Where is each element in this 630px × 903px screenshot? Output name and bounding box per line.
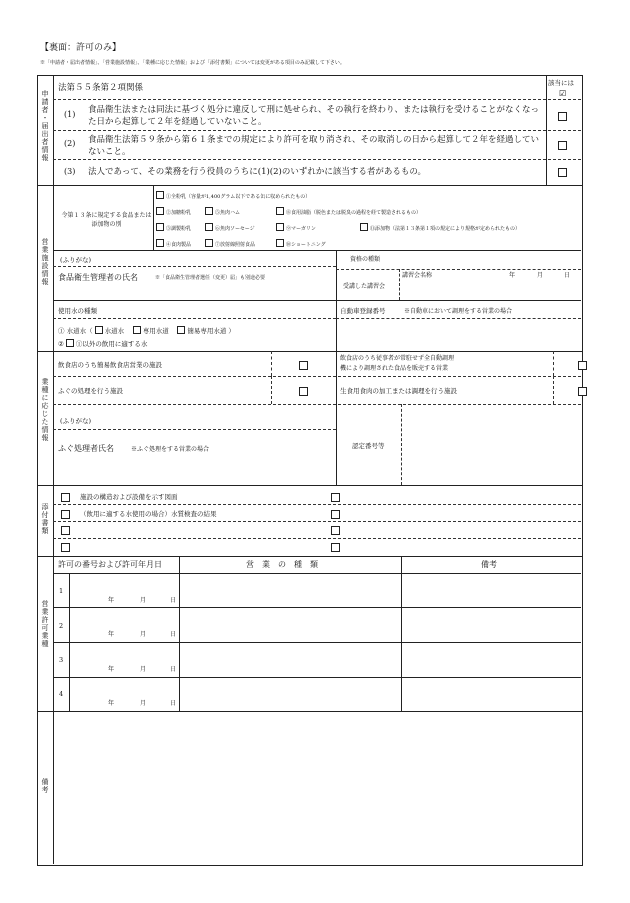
- item-3-text: 法人であって、その業務を行う役員のうちに(1)(2)のいずれかに該当する者があるもの。: [88, 167, 426, 177]
- additive-11[interactable]: ⑪添加物（法第１３条第１項の規定により規格が定められたもの）: [360, 223, 520, 232]
- raw-meat-label: 生食用食肉の加工または調理を行う施設: [340, 387, 457, 395]
- additive-8[interactable]: ⑧食用油脂（脱色または脱臭の過程を経て製造されるもの）: [276, 207, 421, 216]
- item-2-text: 食品衛生法第５９条から第６１条までの規定により許可を取り消され、その取消しの日から起算して２年を経過していないこと。: [88, 135, 540, 157]
- attachment-4-checkbox[interactable]: [61, 543, 70, 552]
- additive-4[interactable]: ④食肉製品: [156, 239, 191, 248]
- water-option-1[interactable]: ① 水道水（ 水道水 専用水道 簡易専用水道 ）: [58, 327, 235, 335]
- fugu-furigana: (ふりがな): [60, 417, 92, 425]
- fugu-facility-checkbox[interactable]: [299, 387, 308, 396]
- business-side-label: 業種に応じた情報: [41, 378, 49, 442]
- cert-number-label: 認定番号等: [352, 442, 385, 450]
- applicable-mark: ☑: [559, 89, 567, 98]
- additive-5[interactable]: ⑤魚肉ハム: [205, 207, 240, 216]
- manager-furigana: (ふりがな): [60, 256, 92, 264]
- fugu-handler-note: ※ふぐ処理をする営業の場合: [131, 446, 210, 453]
- qualification-label: 資格の種類: [350, 256, 381, 263]
- license-row-4-number: 4: [59, 690, 64, 698]
- additive-9[interactable]: ⑨マーガリン: [276, 223, 316, 232]
- license-row-2-year: 年: [108, 631, 115, 638]
- license-col3-header: 備考: [481, 560, 497, 569]
- attachments-side-label: 添付書類: [41, 503, 49, 535]
- manager-note: ※「食品衛生管理者選任（変更）届」も別途必要: [155, 275, 266, 281]
- item-3-checkbox[interactable]: [558, 168, 567, 177]
- auto-cooking-label-2: 機により調理された食品を販売する営業: [340, 365, 449, 372]
- additive-3[interactable]: ③調製粉乳: [156, 223, 191, 232]
- license-row-4-day: 日: [170, 700, 177, 707]
- license-row-1-day: 日: [170, 597, 177, 604]
- vehicle-label: 自動車登録番号: [340, 307, 386, 315]
- item-3-number: (3): [64, 167, 76, 176]
- course-date-year: 年: [509, 272, 516, 279]
- attachment-1-checkbox[interactable]: [61, 493, 70, 502]
- license-row-4-year: 年: [108, 700, 115, 707]
- course-received-label: 受講した講習会: [343, 283, 386, 290]
- additive-label: 令第１３条に規定する食品または添加物の別: [61, 212, 152, 228]
- license-side-label: 営業許可業種: [41, 600, 49, 648]
- additive-2[interactable]: ②加糖粉乳: [156, 207, 191, 216]
- attachment-1-label: 施設の構造および設備を示す図面: [80, 493, 178, 501]
- license-row-1-number: 1: [59, 587, 64, 595]
- license-row-3-year: 年: [108, 666, 115, 673]
- license-row-3-number: 3: [59, 656, 64, 664]
- attachment-4b-checkbox[interactable]: [331, 543, 340, 552]
- license-row-3-day: 日: [170, 666, 177, 673]
- license-row-4-month: 月: [140, 700, 147, 707]
- course-name-label: 講習会名称: [402, 272, 433, 279]
- license-row-2-number: 2: [59, 622, 64, 630]
- attachment-2-checkbox[interactable]: [61, 510, 70, 519]
- license-col1-header: 許可の番号および許可年月日: [58, 560, 162, 569]
- facility-side-label: 営業施設情報: [41, 238, 49, 286]
- simple-restaurant-checkbox[interactable]: [299, 361, 308, 370]
- item-2-checkbox[interactable]: [558, 141, 567, 150]
- additive-1[interactable]: ①全粉乳（容量が1,400グラム以下である缶に収められたもの）: [156, 191, 310, 200]
- item-2-number: (2): [64, 139, 76, 148]
- applicant-side-label: 申請者・届出者情報: [41, 90, 49, 162]
- license-row-1-year: 年: [108, 597, 115, 604]
- additive-6[interactable]: ⑥魚肉ソーセージ: [205, 223, 255, 232]
- remarks-side-label: 備考: [41, 778, 49, 794]
- item-1-checkbox[interactable]: [558, 112, 567, 121]
- item-1-number: (1): [64, 110, 76, 119]
- license-col2-header: 営 業 の 種 類: [246, 560, 318, 569]
- course-date-month: 月: [537, 272, 544, 279]
- license-row-2-day: 日: [170, 631, 177, 638]
- page-title: 【裏面：許可のみ】: [40, 43, 122, 53]
- attachment-2b-checkbox[interactable]: [331, 510, 340, 519]
- raw-meat-checkbox[interactable]: [578, 387, 587, 396]
- applicable-header: 該当には: [548, 79, 574, 87]
- vehicle-note: ※自動車において調理をする営業の場合: [404, 308, 513, 315]
- water-label: 使用水の種類: [58, 307, 97, 315]
- additive-7[interactable]: ⑦放射線照射食品: [205, 239, 255, 248]
- attachment-1b-checkbox[interactable]: [331, 493, 340, 502]
- attachment-2-label: （飲用に適する水使用の場合）水質検査の結果: [80, 510, 217, 518]
- auto-cooking-checkbox[interactable]: [578, 361, 587, 370]
- water-option-2[interactable]: ② ①以外の飲用に適する水: [58, 340, 148, 348]
- course-date-day: 日: [564, 272, 571, 279]
- simple-restaurant-label: 飲食店のうち簡易飲食店営業の施設: [58, 361, 162, 369]
- fugu-facility-label: ふぐの処理を行う施設: [58, 387, 123, 395]
- item-1-text: 食品衛生法または同法に基づく処分に違反して刑に処せられ、その執行を終わり、または執行を受けることがなくなった日から起算して２年を経過していないこと。: [88, 105, 540, 127]
- attachment-3-checkbox[interactable]: [61, 526, 70, 535]
- license-row-1-month: 月: [140, 597, 147, 604]
- license-row-3-month: 月: [140, 666, 147, 673]
- attachment-3b-checkbox[interactable]: [331, 526, 340, 535]
- auto-cooking-label-1: 飲食店のうち従事者が常駐せず全自動調理: [340, 355, 455, 362]
- fugu-handler-label: ふぐ処理者氏名: [58, 444, 114, 453]
- manager-label: 食品衛生管理者の氏名: [58, 273, 138, 282]
- header-note: ※「申請者・届出者情報」、「営業施設情報」、「業種に応じた情報」および「添付書類」については変更がある項目のみ記載して下さい。: [40, 60, 345, 66]
- license-row-2-month: 月: [140, 631, 147, 638]
- additive-10[interactable]: ⑩ショートニング: [276, 239, 326, 248]
- law-title: 法第５５条第２項関係: [58, 83, 144, 93]
